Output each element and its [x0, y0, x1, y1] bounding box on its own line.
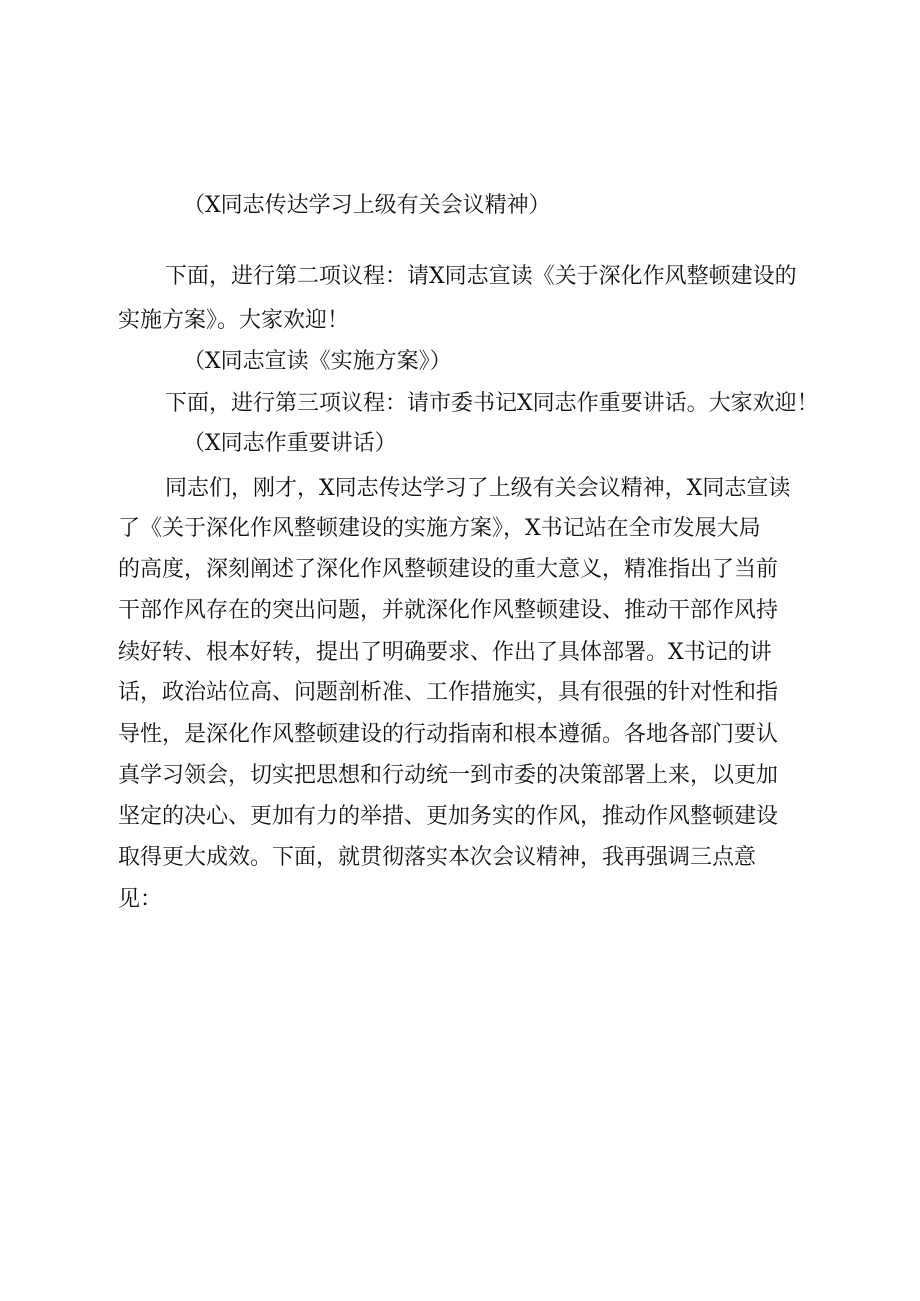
summary-paragraph-line-7: 导性，是深化作风整顿建设的行动指南和根本遵循。各地各部门要认 [118, 722, 779, 747]
summary-paragraph-line-4: 干部作风存在的突出问题，并就深化作风整顿建设、推动干部作风持 [118, 598, 779, 623]
summary-paragraph-line-6: 话，政治站位高、问题剖析准、工作措施实，具有很强的针对性和指 [118, 680, 779, 705]
agenda-item-three: 下面，进行第三项议程：请市委书记X同志作重要讲话。大家欢迎！ [165, 391, 819, 416]
summary-paragraph-line-3: 的高度，深刻阐述了深化作风整顿建设的重大意义，精准指出了当前 [118, 557, 779, 582]
summary-paragraph-line-11: 见： [118, 887, 163, 912]
stage-note-convey: （X同志传达学习上级有关会议精神） [183, 193, 551, 218]
summary-paragraph-line-1: 同志们，刚才，X同志传达学习了上级有关会议精神，X同志宣读 [165, 476, 791, 501]
agenda-item-two-line-2: 实施方案》。大家欢迎！ [118, 308, 350, 333]
summary-paragraph-line-9: 坚定的决心、更加有力的举措、更加务实的作风，推动作风整顿建设 [118, 804, 779, 829]
stage-note-speech: （X同志作重要讲话） [183, 431, 397, 456]
summary-paragraph-line-10: 取得更大成效。下面，就贯彻落实本次会议精神，我再强调三点意 [118, 845, 757, 870]
summary-paragraph-line-2: 了《关于深化作风整顿建设的实施方案》，X书记站在全市发展大局 [118, 516, 761, 541]
agenda-item-two-line-1: 下面，进行第二项议程：请X同志宣读《关于深化作风整顿建设的 [165, 264, 797, 289]
stage-note-read-plan: （X同志宣读《实施方案》） [183, 349, 452, 374]
summary-paragraph-line-8: 真学习领会，切实把思想和行动统一到市委的决策部署上来，以更加 [118, 763, 779, 788]
summary-paragraph-line-5: 续好转、根本好转，提出了明确要求、作出了具体部署。X书记的讲 [118, 640, 772, 665]
